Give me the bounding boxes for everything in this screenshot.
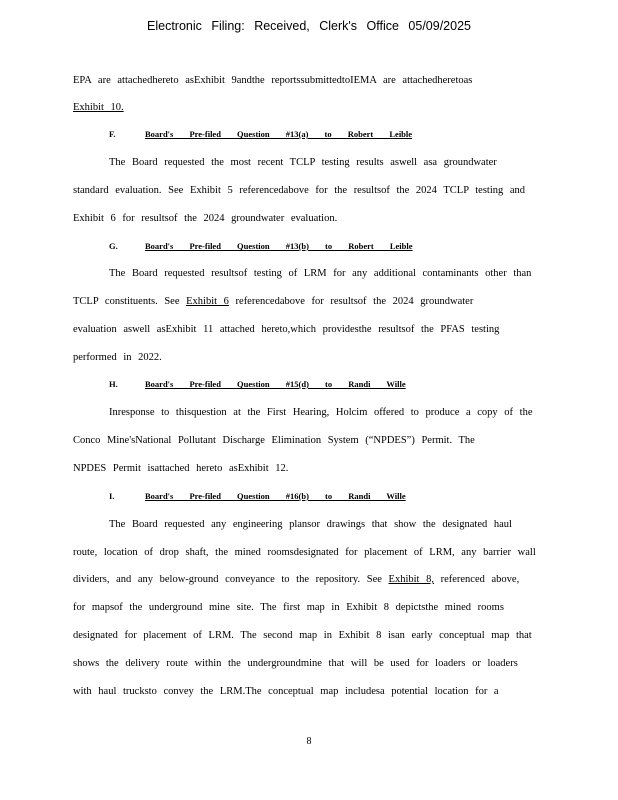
paragraph-line: Exhibit 6 for resultsof the 2024 groundwater evaluation. bbox=[73, 213, 338, 224]
filing-header: Electronic Filing: Received, Clerk's Office 05/09/2025 bbox=[147, 19, 471, 33]
section-letter: H. bbox=[109, 379, 118, 389]
section-heading-h bbox=[109, 379, 406, 390]
section-title: Board's Pre-filed Question #13(a) to Robert Leible bbox=[145, 129, 413, 139]
paragraph-line: with haul trucksto convey the LRM.The conceptual map includesa potential location for a bbox=[73, 686, 499, 697]
paragraph-line: evaluation aswell asExhibit 11 attached hereto,which providesthe resultsof the PFAS testing bbox=[73, 324, 500, 335]
paragraph-line: designated for placement of LRM. The second map in Exhibit 8 isan early conceptual map that bbox=[73, 630, 532, 641]
paragraph-line: for mapsof the underground mine site. The first map in Exhibit 8 depictsthe mined rooms bbox=[73, 602, 504, 613]
paragraph-line: NPDES Permit isattached hereto asExhibit 12. bbox=[73, 463, 289, 474]
paragraph-line: The Board requested the most recent TCLP testing results aswell asa groundwater bbox=[109, 157, 497, 168]
section-title: Board's Pre-filed Question #15(d) to Randi Wille bbox=[145, 379, 406, 389]
paragraph-line: shows the delivery route within the undergroundmine that will be used for loaders or loaders bbox=[73, 658, 518, 669]
text-run: dividers, and any below-ground conveyance to the repository. See bbox=[73, 574, 389, 585]
paragraph-line: Inresponse to thisquestion at the First Hearing, Holcim offered to produce a copy of the bbox=[109, 407, 533, 418]
paragraph-line bbox=[73, 295, 473, 308]
section-letter: I. bbox=[109, 491, 115, 501]
section-letter: F. bbox=[109, 129, 116, 139]
text-run: TCLP constituents. See bbox=[73, 296, 187, 307]
paragraph-line-exhibit-link: Exhibit 10. bbox=[73, 102, 124, 113]
section-heading-g bbox=[109, 241, 413, 252]
paragraph-line: The Board requested any engineering plansor drawings that show the designated haul bbox=[109, 519, 512, 530]
paragraph-line bbox=[73, 573, 519, 586]
paragraph-line: performed in 2022. bbox=[73, 352, 162, 363]
exhibit-6-reference: Exhibit 6 bbox=[186, 296, 229, 307]
paragraph-line: Conco Mine'sNational Pollutant Discharge Elimination System (“NPDES”) Permit. The bbox=[73, 435, 475, 446]
paragraph-line: EPA are attachedhereto asExhibit 9andthe reportssubmittedtoIEMA are attachedheretoas bbox=[73, 75, 473, 86]
text-run: referencedabove for resultsof the 2024 groundwater bbox=[228, 296, 474, 307]
paragraph-line: standard evaluation. See Exhibit 5 referencedabove for the resultsof the 2024 TCLP testing and bbox=[73, 185, 526, 196]
section-title: Board's Pre-filed Question #16(b) to Randi Wille bbox=[145, 491, 406, 501]
paragraph-line: The Board requested resultsof testing of LRM for any additional contaminants other than bbox=[109, 268, 532, 279]
paragraph-line: route, location of drop shaft, the mined roomsdesignated for placement of LRM, any barrier wall bbox=[73, 547, 536, 558]
section-heading-f bbox=[109, 129, 412, 140]
section-title: Board's Pre-filed Question #13(b) to Robert Leible bbox=[145, 241, 413, 251]
exhibit-8-reference: Exhibit 8, bbox=[388, 574, 434, 585]
section-heading-i bbox=[109, 491, 406, 502]
section-letter: G. bbox=[109, 241, 118, 251]
text-run: referenced above, bbox=[433, 574, 520, 585]
page-number: 8 bbox=[306, 736, 312, 747]
